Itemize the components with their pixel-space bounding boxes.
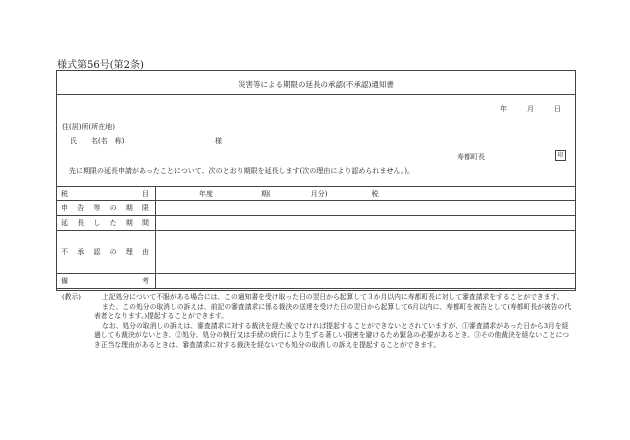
notice-form: [56, 70, 576, 291]
remarks-label: 備 考: [57, 274, 156, 289]
address-label: 住(居)所(所在地): [62, 123, 115, 131]
notes-paragraph-3: なお、処分の取消しの訴えは、審査請求に対する裁決を経た後でなければ提起することができないとされていますが、①審査請求があった日から3月を経過しても裁決がないとき、②処分、処分の執行又は手続の続行により生ずる著しい損害を避けるため緊急の必要があるとき、③その他裁決を経ないことにつき正当な理由があるときは、審査請求に対する裁決を経ないでも処分の取消しの訴えを提起することができます。: [94, 321, 570, 349]
remarks-cell: [156, 274, 576, 289]
document-title: 災害等による期限の延長の承認(不承認)通知書: [238, 80, 394, 89]
filing-deadline-cell: [156, 201, 576, 216]
form-number: 様式第56号(第2条): [57, 60, 144, 71]
period-label: 期(: [261, 189, 271, 198]
date-month: 月: [527, 105, 534, 113]
table-row: [57, 201, 576, 216]
notes-heading: (教示): [62, 293, 81, 301]
tax-label: 税 目: [57, 187, 156, 201]
filing-deadline-label: 申告等の期限: [57, 201, 156, 216]
table-row: [57, 231, 576, 274]
table-row: [57, 187, 576, 201]
honorific: 様: [215, 137, 222, 145]
instruction-notes: [62, 293, 574, 351]
extended-deadline-label: 延長した期間: [57, 216, 156, 231]
extended-deadline-cell: [156, 216, 576, 231]
date-line: [500, 104, 561, 114]
reason-label: 不承認の理由: [57, 231, 156, 274]
month-label: 月分): [310, 189, 328, 198]
reason-cell: [156, 231, 576, 274]
issuer-name: 寿都町長: [457, 153, 485, 161]
date-year: 年: [500, 105, 507, 113]
tax-value-cell: [156, 187, 576, 201]
details-table: [56, 186, 576, 289]
notes-paragraph-1: 上記処分について不服がある場合には、この通知書を受け取った日の翌日から起算して３か月以内に寿都町長に対して審査請求をすることができます。: [102, 293, 564, 301]
table-row: [57, 274, 576, 289]
tax-suffix: 税: [371, 189, 379, 198]
fiscal-year-label: 年度: [199, 189, 213, 198]
seal-mark: 印: [555, 150, 566, 161]
date-day: 日: [554, 105, 561, 113]
name-label: 氏 名(名 称): [70, 137, 125, 145]
body-text: 先に期限の延長申請があったことについて、次のとおり期限を延長します(次の理由により認められません。)。: [69, 167, 415, 175]
table-row: [57, 216, 576, 231]
notes-paragraph-2: また、この処分の取消しの訴えは、前記の審査請求に係る裁決の送達を受けた日の翌日から起算して6月以内に、寿都町を被告として(寿都町長が被告の代表者となります。)提起することができます。: [94, 302, 572, 321]
title-divider: [57, 94, 575, 95]
